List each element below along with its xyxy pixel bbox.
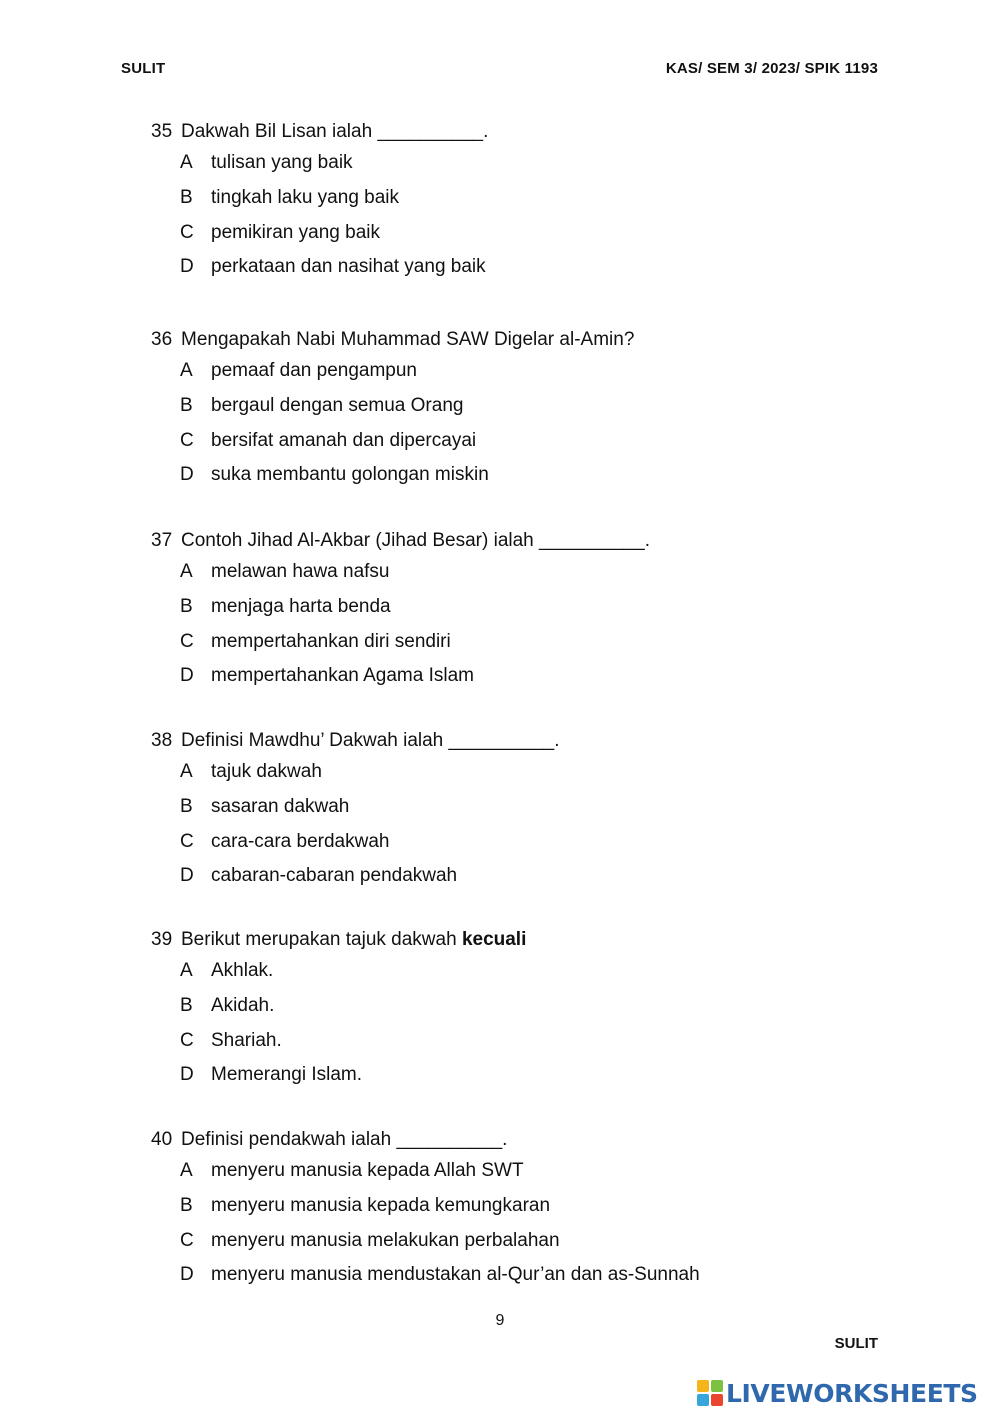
option-text: Akidah. — [211, 994, 275, 1016]
option-b[interactable] — [180, 989, 911, 1024]
option-d[interactable] — [180, 458, 911, 493]
option-text: menyeru manusia kepada kemungkaran — [211, 1194, 551, 1216]
option-letter: A — [180, 561, 193, 582]
option-c[interactable] — [180, 625, 911, 660]
option-letter: D — [180, 256, 194, 278]
question-39 — [151, 926, 911, 1093]
question-stem — [151, 926, 911, 954]
option-letter: D — [180, 865, 194, 887]
question-stem — [151, 1126, 911, 1154]
option-b[interactable] — [180, 181, 911, 216]
question-stem — [151, 326, 911, 354]
logo-square-yellow — [697, 1380, 709, 1392]
question-text: Definisi Mawdhu’ Dakwah ialah __________. — [181, 730, 560, 751]
option-text: sasaran dakwah — [211, 795, 350, 817]
option-text: perkataan dan nasihat yang baik — [211, 256, 486, 278]
option-letter: B — [180, 795, 193, 817]
option-letter: C — [180, 1029, 194, 1051]
option-text: tulisan yang baik — [211, 152, 353, 173]
question-stem — [151, 118, 911, 146]
option-letter: A — [180, 360, 193, 381]
option-d[interactable] — [180, 659, 911, 694]
question-40 — [151, 1126, 911, 1293]
logo-square-blue — [697, 1394, 709, 1406]
liveworksheets-logo-icon — [697, 1380, 723, 1406]
option-letter: C — [180, 1229, 194, 1251]
option-b[interactable] — [180, 790, 911, 825]
question-38 — [151, 727, 911, 894]
option-text: tingkah laku yang baik — [211, 186, 400, 208]
option-letter: B — [180, 186, 193, 208]
option-c[interactable] — [180, 424, 911, 459]
option-letter: D — [180, 464, 194, 486]
liveworksheets-brand[interactable] — [697, 1376, 978, 1410]
logo-square-green — [711, 1380, 723, 1392]
question-text: Dakwah Bil Lisan ialah __________. — [181, 121, 489, 142]
option-text: Shariah. — [211, 1029, 282, 1051]
question-number: 36 — [151, 329, 173, 350]
option-letter: D — [180, 1064, 194, 1086]
question-number: 40 — [151, 1129, 173, 1150]
option-a[interactable] — [180, 755, 911, 790]
option-letter: C — [180, 429, 194, 451]
option-c[interactable] — [180, 216, 911, 251]
question-number: 35 — [151, 121, 173, 142]
question-number: 38 — [151, 730, 173, 751]
option-a[interactable] — [180, 146, 911, 181]
option-text: pemaaf dan pengampun — [211, 360, 417, 381]
question-text: Definisi pendakwah ialah __________. — [181, 1129, 508, 1150]
option-b[interactable] — [180, 590, 911, 625]
option-letter: C — [180, 830, 194, 852]
option-d[interactable] — [180, 250, 911, 285]
option-letter: D — [180, 665, 194, 687]
option-letter: B — [180, 1194, 193, 1216]
option-text: melawan hawa nafsu — [211, 561, 390, 582]
option-text: mempertahankan diri sendiri — [211, 630, 451, 652]
option-d[interactable] — [180, 859, 911, 894]
page-number: 9 — [495, 1312, 505, 1329]
brand-wordmark: LIVEWORKSHEETS — [726, 1378, 978, 1408]
question-emphasis: kecuali — [461, 929, 527, 950]
question-stem — [151, 727, 911, 755]
option-letter: A — [180, 152, 193, 173]
option-letter: B — [180, 595, 193, 617]
option-letter: A — [180, 960, 193, 981]
header-left-label: SULIT — [121, 60, 166, 77]
question-stem — [151, 527, 911, 555]
option-text: Memerangi Islam. — [211, 1064, 362, 1086]
option-letter: A — [180, 1160, 193, 1181]
option-text: suka membantu golongan miskin — [211, 464, 489, 486]
option-text: menyeru manusia mendustakan al-Qur’an dan as-Sunnah — [211, 1264, 700, 1286]
option-text: menyeru manusia melakukan perbalahan — [211, 1229, 560, 1251]
logo-square-red — [711, 1394, 723, 1406]
option-a[interactable] — [180, 1154, 911, 1189]
option-text: bersifat amanah dan dipercayai — [211, 429, 477, 451]
question-number: 37 — [151, 530, 173, 551]
option-a[interactable] — [180, 954, 911, 989]
option-c[interactable] — [180, 1024, 911, 1059]
question-text: Berikut merupakan tajuk dakwah — [181, 929, 457, 950]
option-text: menjaga harta benda — [211, 595, 391, 617]
option-a[interactable] — [180, 354, 911, 389]
option-b[interactable] — [180, 1189, 911, 1224]
option-text: pemikiran yang baik — [211, 221, 380, 243]
option-b[interactable] — [180, 389, 911, 424]
option-letter: B — [180, 394, 193, 416]
option-c[interactable] — [180, 825, 911, 860]
question-36 — [151, 326, 911, 493]
question-number: 39 — [151, 929, 173, 950]
option-text: tajuk dakwah — [211, 761, 322, 782]
option-letter: D — [180, 1264, 194, 1286]
option-text: cabaran-cabaran pendakwah — [211, 865, 458, 887]
option-c[interactable] — [180, 1224, 911, 1259]
option-text: Akhlak. — [211, 960, 274, 981]
question-text: Mengapakah Nabi Muhammad SAW Digelar al-Amin? — [181, 329, 635, 350]
option-text: menyeru manusia kepada Allah SWT — [211, 1160, 524, 1181]
question-text: Contoh Jihad Al-Akbar (Jihad Besar) ialah __________. — [181, 530, 650, 551]
option-a[interactable] — [180, 555, 911, 590]
option-letter: C — [180, 221, 194, 243]
header-right-code: KAS/ SEM 3/ 2023/ SPIK 1193 — [665, 60, 878, 77]
option-letter: C — [180, 630, 194, 652]
option-d[interactable] — [180, 1058, 911, 1093]
option-text: cara-cara berdakwah — [211, 830, 390, 852]
option-text: mempertahankan Agama Islam — [211, 665, 474, 687]
option-letter: A — [180, 761, 193, 782]
option-d[interactable] — [180, 1258, 911, 1293]
question-37 — [151, 527, 911, 694]
footer-right-label: SULIT — [834, 1335, 878, 1352]
question-35 — [151, 118, 911, 285]
option-text: bergaul dengan semua Orang — [211, 394, 464, 416]
option-letter: B — [180, 994, 193, 1016]
